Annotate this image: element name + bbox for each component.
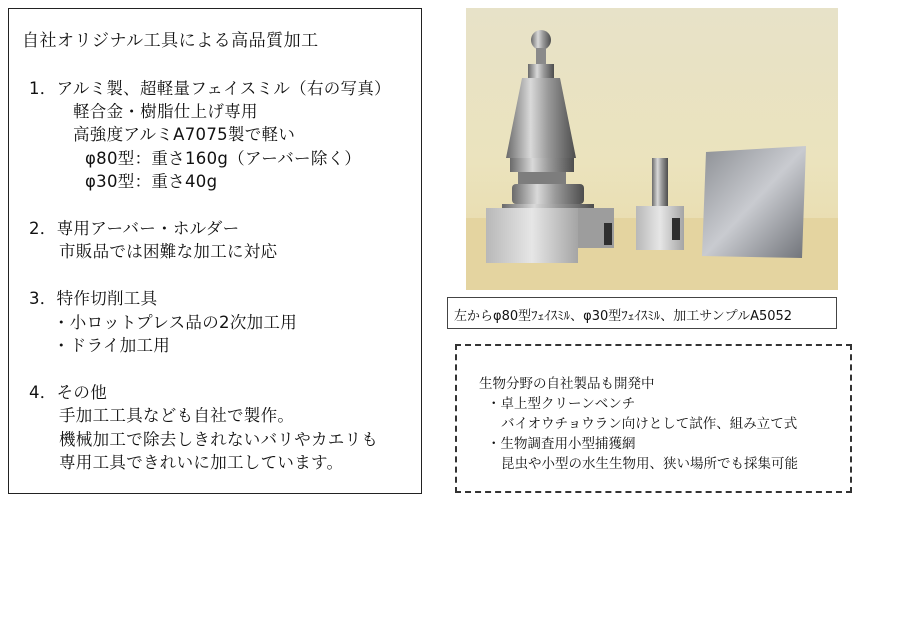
item-1-spec: φ80型：重さ160g（アーバー除く） [85, 149, 362, 168]
product-photo [466, 8, 838, 290]
item-4-detail: 機械加工で除去しきれないバリやカエリも [59, 430, 379, 449]
side-item: ・生物調査用小型捕獲網 [487, 436, 636, 452]
item-4-detail: 手加工工具なども自社で製作。 [59, 406, 295, 425]
tool-taper [506, 78, 576, 158]
face-mill-80 [486, 208, 578, 263]
side-detail: バイオウチョウラン向けとして試作、組み立て式 [501, 416, 798, 432]
main-title: 自社オリジナル工具による高品質加工 [22, 31, 319, 51]
item-4-detail: 専用工具できれいに加工しています。 [59, 453, 344, 472]
side-detail: 昆虫や小型の水生生物用、狭い場所でも採集可能 [501, 456, 798, 472]
tools-illustration [466, 8, 838, 290]
side-heading: 生物分野の自社製品も開発中 [479, 376, 655, 392]
item-1-heading: 1．アルミ製、超軽量フェイスミル（右の写真） [29, 79, 391, 98]
pull-stud-knob [531, 30, 551, 50]
item-1-detail: 軽合金・樹脂仕上げ専用 [73, 102, 258, 121]
item-3-detail: ・ドライ加工用 [53, 336, 171, 355]
item-1-spec: φ30型：重さ40g [85, 172, 218, 191]
item-4-heading: 4．その他 [29, 383, 107, 402]
item-3-detail: ・小ロットプレス品の2次加工用 [53, 313, 298, 332]
main-text-box [8, 8, 422, 494]
item-2-heading: 2．専用アーバー・ホルダー [29, 219, 240, 238]
face-mill-30-shank [652, 158, 668, 210]
photo-caption: 左からφ80型ﾌｪｲｽﾐﾙ、φ30型ﾌｪｲｽﾐﾙ、加工サンプルA5052 [454, 309, 793, 324]
photo-caption-box [447, 297, 837, 329]
sample-plate [702, 146, 806, 258]
side-note-box [455, 344, 852, 493]
item-1-detail: 高強度アルミA7075製で軽い [73, 125, 296, 144]
item-2-detail: 市販品では困難な加工に対応 [59, 242, 278, 261]
side-item: ・卓上型クリーンベンチ [487, 396, 636, 412]
item-3-heading: 3．特作切削工具 [29, 289, 158, 308]
